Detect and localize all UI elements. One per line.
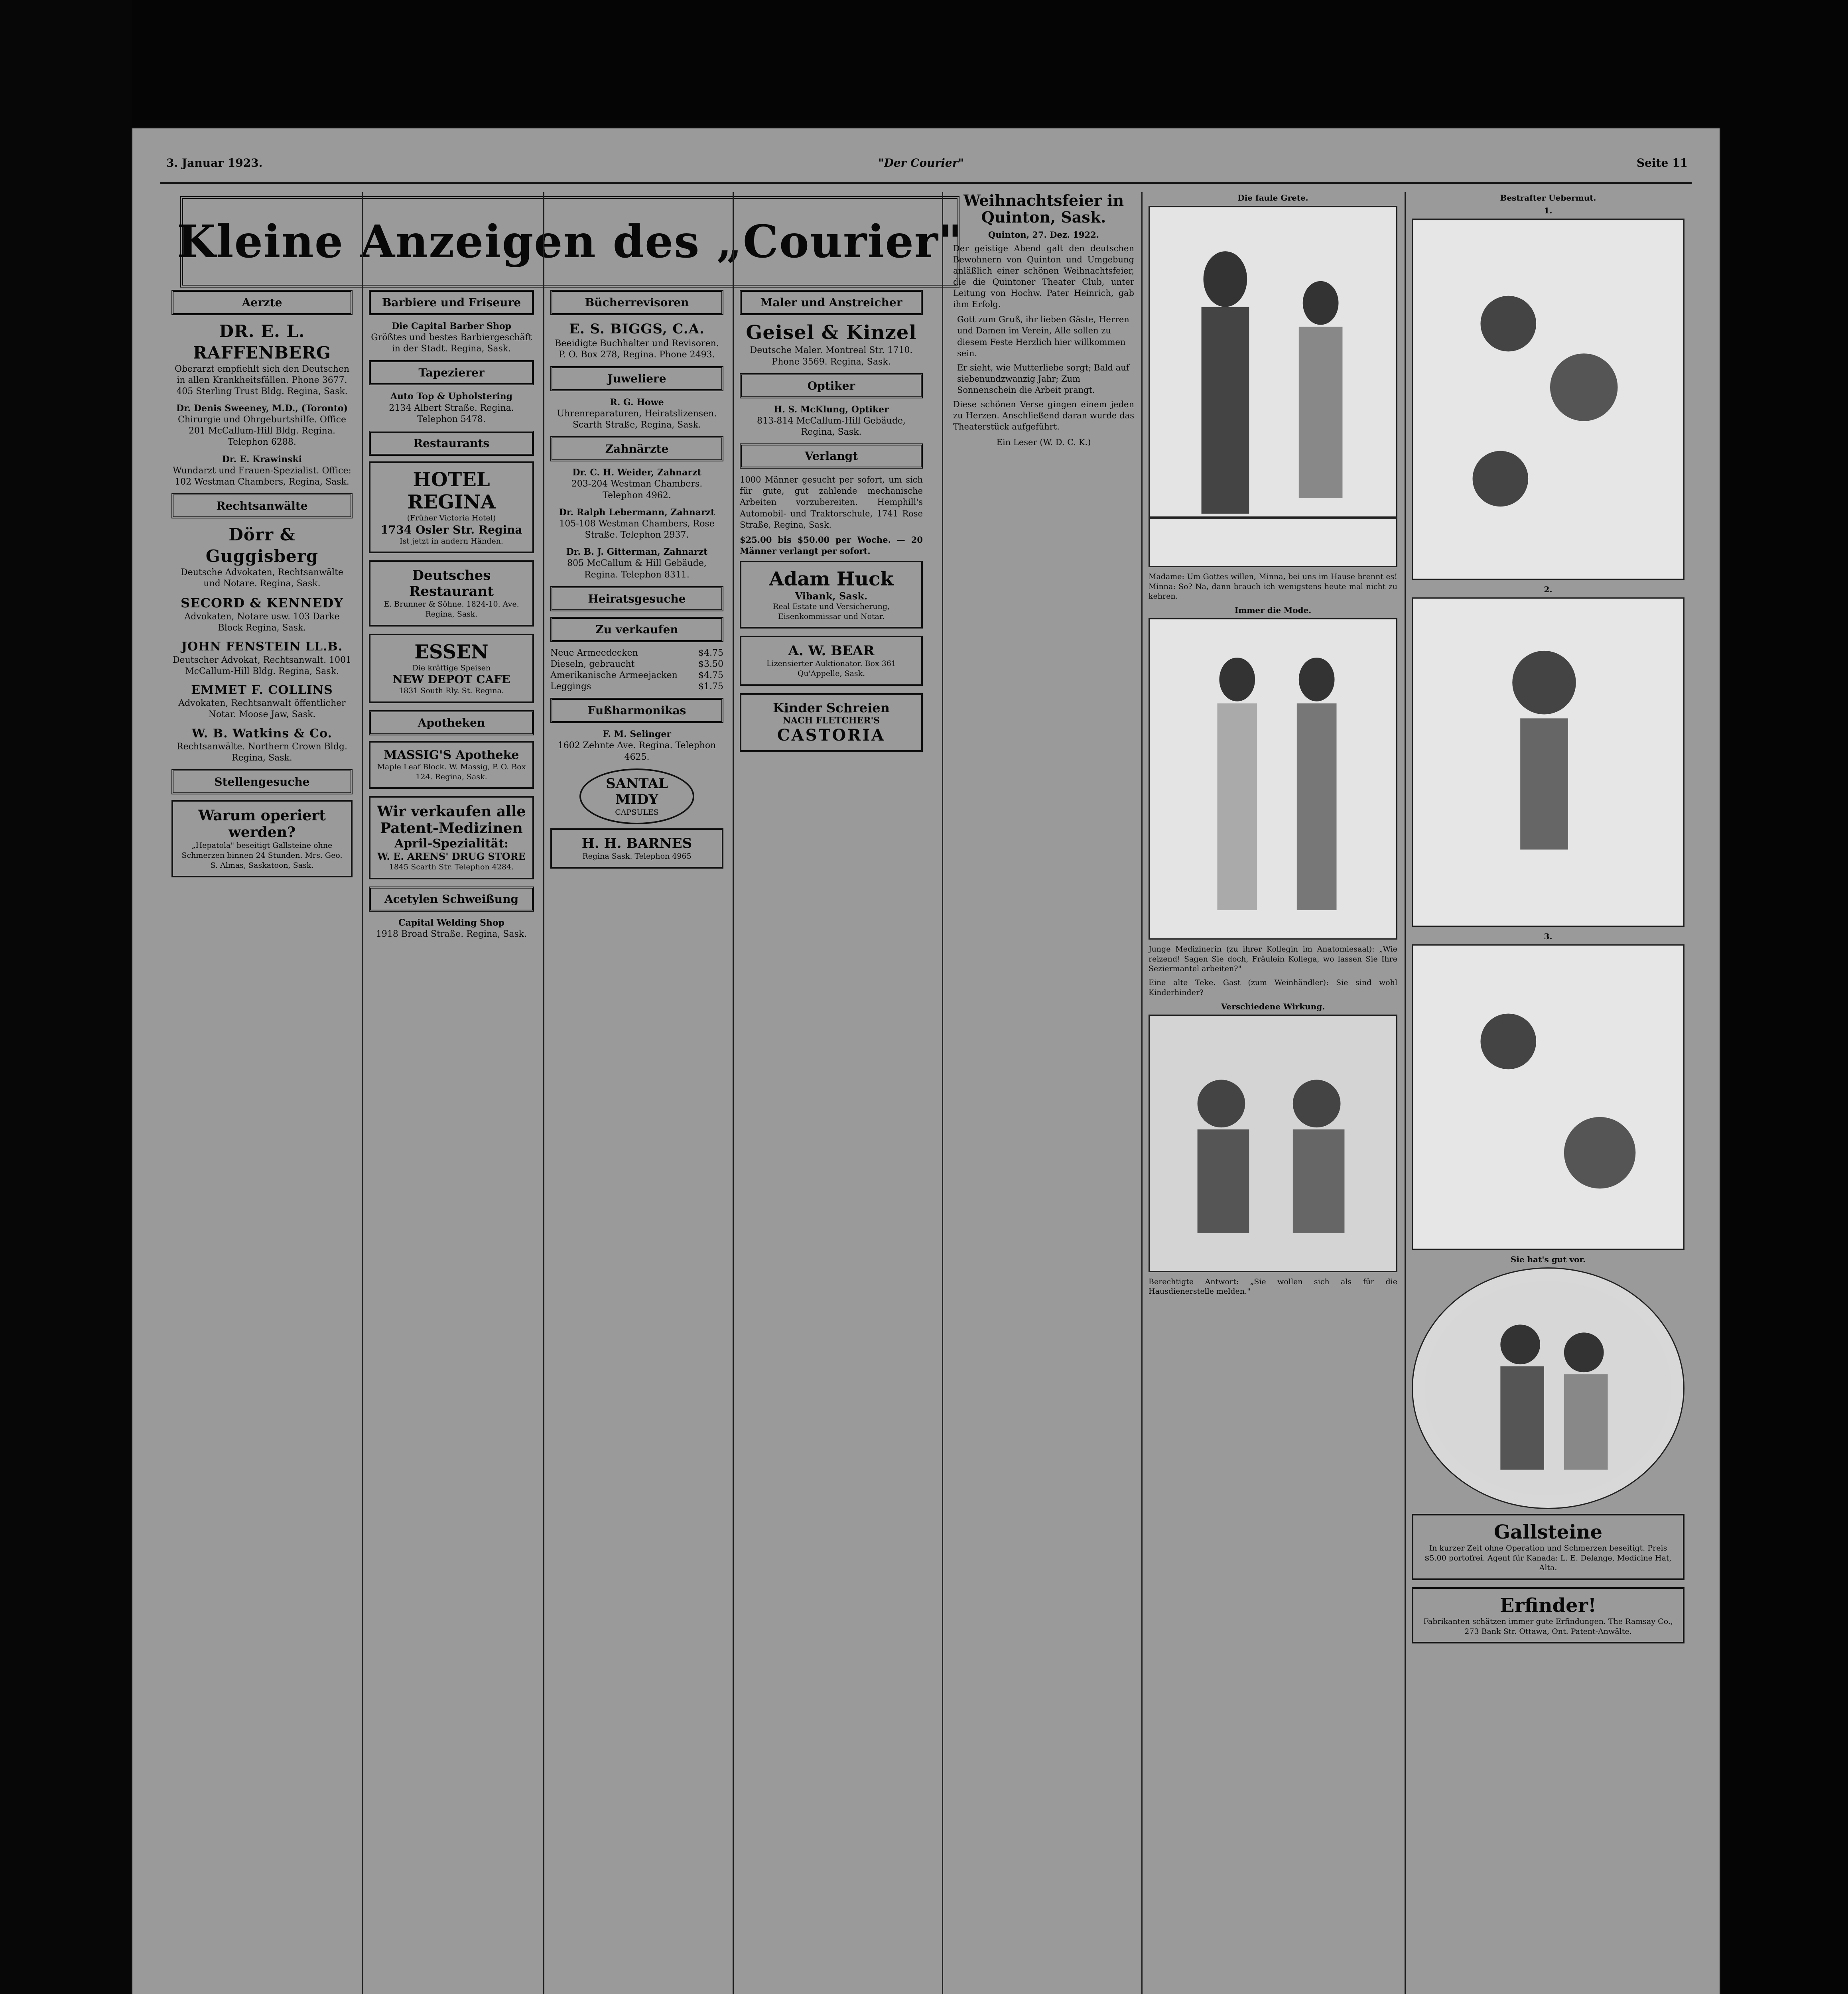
ad-text: Maple Leaf Block. W. Massig, P. O. Box 124. Regina, Sask. — [377, 763, 526, 781]
ad-krawinski — [171, 454, 353, 488]
column-6 — [1145, 192, 1401, 1994]
ad-text: 105-108 Westman Chambers, Rose Straße. Telephon 2937. — [559, 518, 715, 540]
ad-title: HOTEL REGINA — [407, 468, 496, 513]
ad-text: 1602 Zehnte Ave. Regina. Telephon 4625. — [558, 741, 716, 762]
ad-title: Dr. E. Krawinski — [222, 454, 302, 465]
ad-howe — [550, 397, 723, 431]
ad-title: MASSIG'S Apotheke — [384, 748, 519, 763]
sale-price: $1.75 — [698, 682, 723, 692]
newspaper-page — [132, 128, 1720, 1994]
ad-patent-medizinen — [369, 796, 534, 879]
ad-text: Oberarzt empfiehlt sich den Deutschen in allen Krankheitsfällen. Phone 3677. 405 Sterling Trust Bldg. Regina, Sask. — [174, 364, 350, 396]
ad-essen — [369, 634, 534, 703]
section-heading-acetylen: Acetylen Schweißung — [369, 887, 534, 912]
section-heading-aerzte: Aerzte — [171, 290, 353, 315]
section-heading-buecherrevisoren: Bücherrevisoren — [550, 290, 723, 315]
ad-title: JOHN FENSTEIN LL.B. — [181, 640, 343, 654]
ad-text: Deutscher Advokat, Rechtsanwalt. 1001 McCallum-Hill Bldg. Regina, Sask. — [172, 655, 352, 676]
sale-price: $4.75 — [698, 670, 723, 681]
ad-title: DR. E. L. RAFFENBERG — [193, 321, 331, 363]
ad-address: 1734 Osler Str. Regina — [380, 523, 522, 536]
ad-title: E. S. BIGGS, C.A. — [569, 321, 705, 337]
ad-brand: CASTORIA — [777, 725, 886, 745]
ad-title: Dr. Ralph Lebermann, Zahnarzt — [559, 507, 715, 518]
column-divider — [543, 192, 544, 1994]
cartoon-fashion — [1149, 618, 1397, 940]
column-divider — [362, 192, 363, 1994]
ad-text: Advokaten, Rechtsanwalt öffentlicher Notar. Moose Jaw, Sask. — [178, 698, 346, 720]
cartoon-oval — [1412, 1267, 1684, 1509]
joke-text: Berechtigte Antwort: „Sie wollen sich als für die Hausdienerstelle melden." — [1149, 1277, 1397, 1296]
ad-subtitle: April-Spezialität: — [394, 837, 508, 851]
joke-text: Eine alte Teke. Gast (zum Weinhändler): Sie sind wohl Kinderhinder? — [1149, 978, 1397, 997]
ad-bear — [740, 636, 923, 686]
masthead-title: Kleine Anzeigen des „Courier" — [177, 216, 963, 268]
ad-text: Fabrikanten schätzen immer gute Erfindungen. The Ramsay Co., 273 Bank Str. Ottawa, Ont. Patent-Anwälte. — [1423, 1617, 1673, 1636]
section-heading-optiker: Optiker — [740, 373, 923, 398]
article-dateline: Quinton, 27. Dez. 1922. — [988, 229, 1099, 240]
cartoon-panel-2 — [1412, 597, 1684, 927]
ad-erfinder — [1412, 1587, 1684, 1643]
newspaper-title: "Der Courier" — [878, 156, 964, 169]
section-heading-fussharmonikas: Fußharmonikas — [550, 698, 723, 723]
ad-text: Chirurgie und Ohrgeburtshilfe. Office 201 McCallum-Hill Bldg. Regina. Telephon 6288. — [178, 415, 346, 447]
ad-text: Regina Sask. Telephon 4965 — [582, 852, 692, 861]
article-verse: Er sieht, wie Mutterliebe sorgt; Bald auf siebenundzwanzig Jahr; Zum Sonnenschein die Arbeit prangt. — [957, 363, 1129, 395]
ad-collins — [171, 683, 353, 721]
ad-title: Deutsches Restaurant — [409, 567, 494, 600]
cartoon-illustration — [1413, 220, 1683, 579]
cartoon-illustration — [1150, 1016, 1396, 1271]
column-1 — [168, 290, 356, 1994]
issue-date: 3. Januar 1923. — [166, 156, 263, 169]
column-7 — [1409, 192, 1688, 1994]
film-margin-left — [0, 0, 132, 1994]
ad-title: A. W. BEAR — [788, 643, 875, 659]
ad-deutsches-restaurant — [369, 560, 534, 626]
ad-title: H. S. McKlung, Optiker — [774, 404, 889, 415]
ad-subtitle: Vibank, Sask. — [795, 590, 868, 602]
ad-doerr-guggisberg — [171, 524, 353, 589]
header-rule — [160, 182, 1692, 184]
section-heading-apotheken: Apotheken — [369, 710, 534, 735]
ad-title: R. G. Howe — [610, 397, 664, 408]
sale-row — [550, 681, 723, 692]
sale-price: $3.50 — [698, 659, 723, 669]
ad-text: „Hepatola" beseitigt Gallsteine ohne Schmerzen binnen 24 Stunden. Mrs. Geo. S. Almas, Saskatoon, Sask. — [181, 841, 343, 870]
ad-fenstein — [171, 639, 353, 677]
ad-text: In kurzer Zeit ohne Operation und Schmerzen beseitigt. Preis $5.00 portofrei. Agent für Kanada: L. E. Delange, Medicine Hat, Alta. — [1424, 1544, 1672, 1572]
page-number: Seite 11 — [1636, 156, 1688, 169]
ad-text: Deutsche Advokaten, Rechtsanwälte und Notare. Regina, Sask. — [181, 567, 343, 589]
ad-text: Lizensierter Auktionator. Box 361 Qu'Appelle, Sask. — [766, 659, 896, 678]
ad-text: Größtes und bestes Barbiergeschäft in der Stadt. Regina, Sask. — [371, 333, 532, 354]
cartoon-illustration — [1413, 946, 1683, 1249]
ad-subtitle: NACH FLETCHER'S — [782, 715, 880, 726]
cartoon-caption: Immer die Mode. — [1234, 605, 1312, 615]
section-heading-zahnaerzte: Zahnärzte — [550, 436, 723, 461]
column-divider — [942, 192, 943, 1994]
article-signature: Ein Leser (W. D. C. K.) — [996, 437, 1091, 447]
column-3 — [547, 290, 727, 1994]
sale-item: Leggings — [550, 682, 591, 692]
ad-title: EMMET F. COLLINS — [191, 683, 333, 697]
cartoon-caption: Die faule Grete. — [1237, 193, 1308, 203]
ad-title: Auto Top & Upholstering — [390, 391, 513, 402]
ad-title: Die Capital Barber Shop — [391, 321, 512, 331]
ad-title: Erfinder! — [1499, 1594, 1597, 1617]
section-heading-barbiere: Barbiere und Friseure — [369, 290, 534, 315]
column-2 — [366, 290, 537, 1994]
ad-adam-huck — [740, 561, 923, 629]
sale-item: Amerikanische Armeejacken — [550, 670, 678, 681]
ad-title: Adam Huck — [769, 568, 894, 591]
sale-item: Dieseln, gebraucht — [550, 659, 635, 669]
ad-title: Dr. Denis Sweeney, M.D., (Toronto) — [176, 403, 348, 414]
ad-title: Dörr & Guggisberg — [205, 525, 319, 566]
joke-text: Madame: Um Gottes willen, Minna, bei uns im Hause brennt es! Minna: So? Na, dann brauch ich wenigstens heute mal nicht zu kehren. — [1149, 572, 1397, 601]
sale-list — [550, 648, 723, 693]
cartoon-different-effect — [1149, 1015, 1397, 1272]
ad-text: 203-204 Westman Chambers. Telephon 4962. — [571, 479, 703, 500]
ad-mcklung — [740, 404, 923, 438]
ad-title: W. B. Watkins & Co. — [191, 726, 333, 741]
ad-capital-barber — [369, 321, 534, 355]
section-heading-zu-verkaufen: Zu verkaufen — [550, 617, 723, 642]
ad-hotel-regina — [369, 461, 534, 553]
cartoon-caption: Verschiedene Wirkung. — [1221, 1001, 1325, 1011]
ad-shop: W. E. ARENS' DRUG STORE — [377, 851, 526, 863]
ad-subtitle: (Früher Victoria Hotel) — [407, 513, 496, 522]
joke-text: Junge Medizinerin (zu ihrer Kollegin im Anatomiesaal): „Wie reizend! Sagen Sie doch, Fräulein Kollega, wo lassen Sie Ihre Seziermantel arbeiten?" — [1149, 945, 1397, 973]
ad-text: Deutsche Maler. Montreal Str. 1710. Phone 3569. Regina, Sask. — [750, 345, 913, 367]
cartoon-illustration — [1413, 599, 1683, 926]
ad-text: Advokaten, Notare usw. 103 Darke Block Regina, Sask. — [184, 611, 340, 633]
ad-biggs — [550, 321, 723, 361]
article-paragraph: Der geistige Abend galt den deutschen Bewohnern von Quinton und Umgebung anläßlich einer schönen Weihnachtsfeier, die die Quintoner Theater Club, unter Leitung von Hochw. Pater Heinrich, gab ihm Erfolg. — [953, 243, 1134, 309]
ad-title: Gallsteine — [1494, 1521, 1602, 1543]
ad-address: 1831 South Rly. St. Regina. — [399, 686, 504, 696]
ad-raffenberg — [171, 321, 353, 397]
article-paragraph: Diese schönen Verse gingen einem jeden zu Herzen. Anschließend daran wurde das Theaterstück aufgeführt. — [953, 400, 1134, 432]
wage-text: $25.00 bis $50.00 per Woche. — 20 Männer verlangt per sofort. — [740, 534, 923, 556]
ad-title: Warum operiert werden? — [198, 807, 326, 841]
ad-text: 1918 Broad Straße. Regina, Sask. — [376, 929, 527, 940]
ad-weider — [550, 467, 723, 501]
cartoon-illustration — [1150, 619, 1396, 938]
ad-title: H. H. BARNES — [581, 835, 692, 852]
panel-number: 1. — [1544, 206, 1552, 215]
ad-text: Ist jetzt in andern Händen. — [400, 536, 503, 546]
column-5 — [950, 192, 1137, 1994]
ad-watkins — [171, 726, 353, 764]
panel-number: 3. — [1544, 932, 1552, 941]
section-heading-rechtsanwaelte: Rechtsanwälte — [171, 493, 353, 518]
ad-text: CAPSULES — [615, 808, 659, 817]
ad-geisel-kinzel — [740, 321, 923, 368]
ad-title: Dr. B. J. Gitterman, Zahnarzt — [566, 547, 708, 558]
section-heading-verlangt: Verlangt — [740, 443, 923, 469]
article-headline: Weihnachtsfeier in Quinton, Sask. — [963, 192, 1124, 226]
article-verse: Gott zum Gruß, ihr lieben Gäste, Herren und Damen im Verein, Alle sollen zu diesem Feste Herzlich hier willkommen sein. — [957, 315, 1129, 358]
ad-title: Capital Welding Shop — [398, 918, 504, 928]
column-divider — [733, 192, 734, 1994]
sale-row — [550, 648, 723, 659]
cartoon-caption: Sie hat's gut vor. — [1510, 1255, 1586, 1264]
ad-title: ESSEN — [414, 640, 489, 663]
ad-lebermann — [550, 507, 723, 541]
ad-gallsteine — [1412, 1514, 1684, 1580]
ad-text: E. Brunner & Söhne. 1824-10. Ave. Regina, Sask. — [384, 600, 519, 619]
ad-title: Kinder Schreien — [773, 700, 890, 715]
ad-title: SECORD & KENNEDY — [180, 595, 344, 611]
section-heading-juweliere: Juweliere — [550, 366, 723, 391]
sale-row — [550, 659, 723, 670]
ad-title: Geisel & Kinzel — [746, 321, 917, 344]
ad-name: NEW DEPOT CAFE — [392, 673, 510, 686]
ad-text: Real Estate und Versicherung, Eisenkommissar und Notar. — [772, 602, 890, 621]
ad-secord-kennedy — [171, 595, 353, 634]
section-heading-heiratsgesuche: Heiratsgesuche — [550, 586, 723, 611]
ad-hepatola — [171, 800, 353, 877]
ad-title: Wir verkaufen alle Patent-Medizinen — [377, 803, 526, 837]
ad-capital-welding — [369, 917, 534, 940]
ad-text: Beeidigte Buchhalter und Revisoren. P. O. Box 278, Regina. Phone 2493. — [555, 338, 719, 360]
ad-text: Wundarzt und Frauen-Spezialist. Office: 102 Westman Chambers, Regina, Sask. — [173, 465, 351, 487]
section-heading-tapezierer: Tapezierer — [369, 360, 534, 385]
ad-barnes — [550, 828, 723, 869]
ad-santal-midy — [579, 768, 694, 825]
ad-title: F. M. Selinger — [603, 729, 671, 740]
cartoon-illustration — [1150, 207, 1396, 566]
ad-text: 813-814 McCallum-Hill Gebäude, Regina, Sask. — [757, 416, 906, 437]
cartoon-illustration — [1413, 1269, 1683, 1508]
ad-title: SANTAL MIDY — [606, 775, 668, 808]
column-divider — [1405, 192, 1406, 1994]
ad-title: Dr. C. H. Weider, Zahnarzt — [572, 467, 701, 478]
ad-gitterman — [550, 546, 723, 580]
ad-text: Rechtsanwälte. Northern Crown Bldg. Regina, Sask. — [177, 741, 347, 763]
sale-price: $4.75 — [698, 648, 723, 658]
panel-number: 2. — [1544, 585, 1552, 594]
ad-massigs-apotheke — [369, 741, 534, 789]
column-divider — [1141, 192, 1143, 1994]
section-heading-maler: Maler und Anstreicher — [740, 290, 923, 315]
section-heading-restaurants: Restaurants — [369, 431, 534, 456]
ad-text: Uhrenreparaturen, Heiratslizensen. Scarth Straße, Regina, Sask. — [557, 408, 717, 430]
cartoon-panel-1 — [1412, 219, 1684, 580]
cartoon-panel-3 — [1412, 944, 1684, 1250]
ad-castoria — [740, 693, 923, 752]
verlangt-text: 1000 Männer gesucht per sofort, um sich für gute, gut zahlende mechanische Arbeiten vorzubereiten. Hemphill's Automobil- und Traktorschule, 1741 Rose Straße, Regina, Sask. — [740, 475, 923, 530]
ad-text: 805 McCallum & Hill Gebäude, Regina. Telephon 8311. — [567, 558, 707, 580]
ad-sweeney — [171, 403, 353, 448]
sale-item: Neue Armeedecken — [550, 648, 638, 658]
cartoon-caption: Bestrafter Uebermut. — [1500, 193, 1596, 203]
ad-selinger — [550, 729, 723, 763]
ad-auto-top — [369, 391, 534, 425]
section-heading-stellengesuche: Stellengesuche — [171, 769, 353, 794]
ad-subtitle: Die kräftige Speisen — [412, 663, 491, 672]
cartoon-lazy-grete — [1149, 206, 1397, 567]
classified-masthead — [177, 196, 963, 288]
ad-text: 2134 Albert Straße. Regina. Telephon 5478. — [389, 403, 514, 424]
column-4 — [737, 290, 926, 1994]
ad-address: 1845 Scarth Str. Telephon 4284. — [389, 863, 514, 872]
sale-row — [550, 670, 723, 681]
